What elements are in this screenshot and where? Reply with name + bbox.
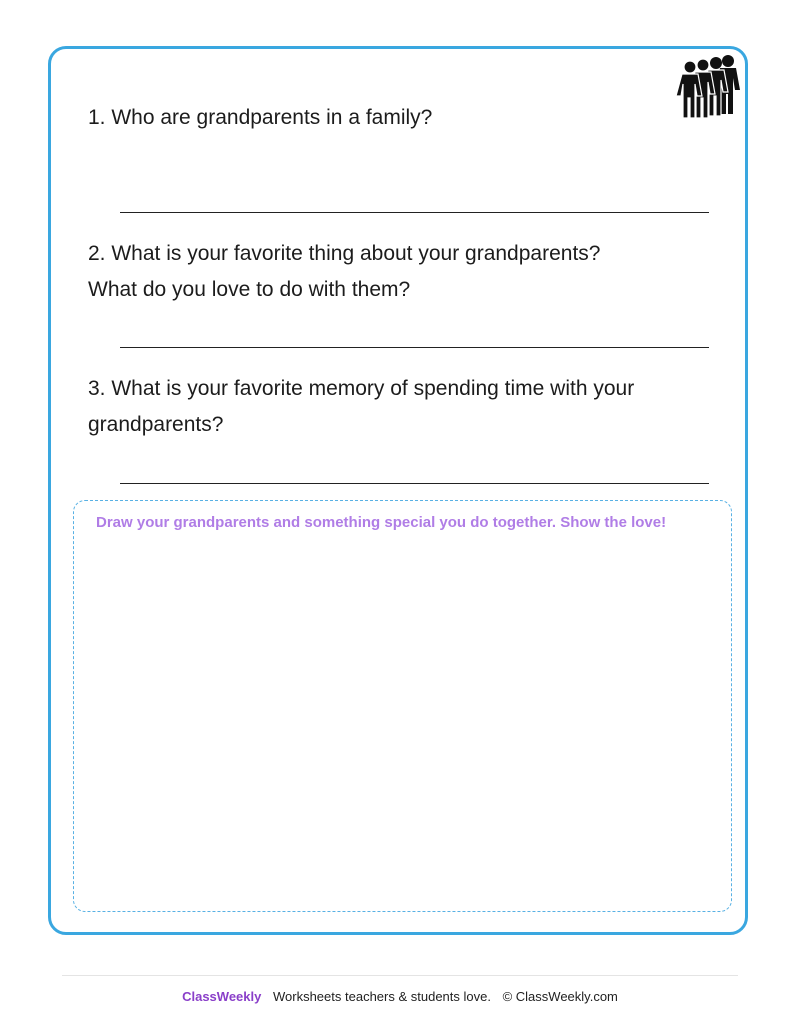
question-2 — [88, 236, 708, 308]
footer-copyright: © ClassWeekly.com — [502, 989, 618, 1004]
question-2-line-2: What do you love to do with them? — [88, 278, 411, 301]
question-3-line-2: grandparents? — [88, 413, 224, 436]
drawing-prompt: Draw your grandparents and something special you do together. Show the love! — [96, 514, 667, 531]
footer-brand[interactable]: ClassWeekly — [182, 989, 262, 1004]
question-1-text: 1. Who are grandparents in a family? — [88, 106, 433, 129]
footer — [0, 989, 800, 1004]
drawing-area[interactable] — [73, 500, 732, 912]
answer-line-1[interactable] — [120, 212, 709, 213]
footer-divider — [62, 975, 738, 976]
answer-line-3[interactable] — [120, 483, 709, 484]
answer-line-2[interactable] — [120, 347, 709, 348]
question-3 — [88, 371, 708, 443]
question-3-line-1: 3. What is your favorite memory of spending time with your — [88, 377, 635, 400]
footer-tagline: Worksheets teachers & students love. — [272, 989, 491, 1004]
question-1 — [88, 100, 708, 136]
question-2-line-1: 2. What is your favorite thing about your grandparents? — [88, 242, 601, 265]
